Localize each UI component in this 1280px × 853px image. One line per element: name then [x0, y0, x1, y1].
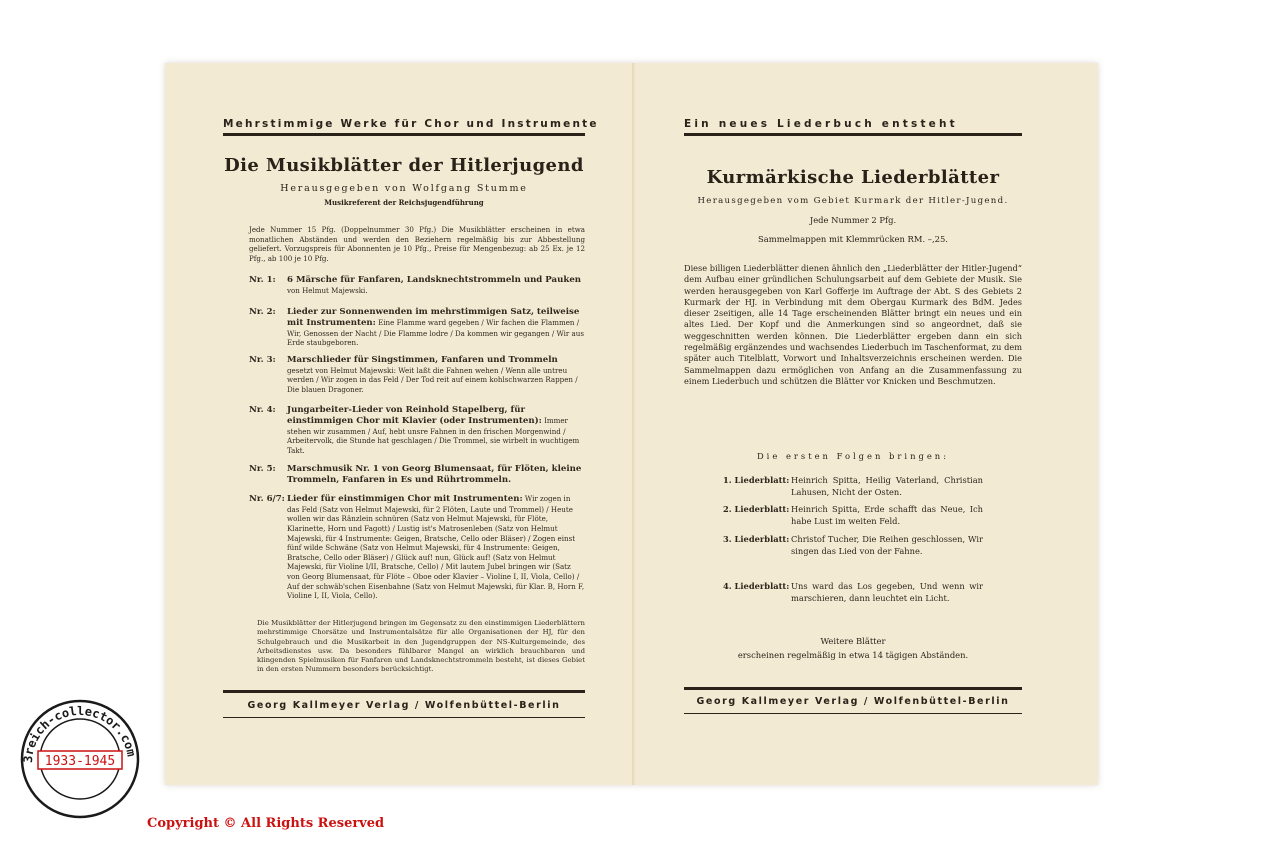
list-item — [249, 494, 585, 614]
liederblatt-text: Heinrich Spitta, Heilig Vaterland, Christian Lahusen, Nicht der Osten. — [791, 475, 983, 498]
entry-title: 6 Märsche für Fanfaren, Landsknechtstrommeln und Pauken — [287, 275, 582, 285]
left-page-header: Mehrstimmige Werke für Chor und Instrumente — [223, 118, 599, 130]
left-footer-rule-bottom — [223, 717, 585, 718]
entry-title: Jungarbeiter-Lieder von Reinhold Stapelberg, für einstimmigen Chor mit Klavier (oder Instrumenten): — [287, 405, 542, 426]
left-page-title: Die Musikblätter der Hitlerjugend — [224, 155, 584, 176]
entry-number: Nr. 4: — [249, 405, 276, 415]
entry-number: Nr. 2: — [249, 307, 276, 317]
entry-title: Marschlieder für Singstimmen, Fanfaren und Trommeln — [287, 355, 558, 365]
right-more-line-1: Weitere Blätter — [820, 636, 886, 646]
right-page-folder-price: Sammelmappen mit Klemmrücken RM. –,25. — [758, 234, 948, 244]
list-item — [249, 275, 585, 297]
list-item — [249, 307, 585, 347]
right-list-heading: Die ersten Folgen bringen: — [756, 451, 950, 461]
left-page-editor: Herausgegeben von Wolfgang Stumme — [280, 183, 528, 194]
copyright-notice: Copyright © All Rights Reserved — [147, 816, 385, 831]
right-page-footer: Georg Kallmeyer Verlag / Wolfenbüttel-Berlin — [696, 696, 1010, 707]
list-item — [723, 474, 983, 500]
liederblatt-number: 3. Liederblatt: — [723, 534, 790, 544]
page-fold — [632, 63, 636, 785]
entry-title: Lieder für einstimmigen Chor mit Instrumenten: — [287, 494, 523, 504]
left-page-editor-role: Musikreferent der Reichsjugendführung — [324, 198, 484, 207]
list-item — [249, 355, 585, 393]
list-item — [249, 464, 585, 488]
liederblatt-text: Heinrich Spitta, Erde schafft das Neue, Ich habe Lust im weiten Feld. — [791, 504, 983, 527]
entry-number: Nr. 6/7: — [249, 494, 285, 504]
right-page-title: Kurmärkische Liederblätter — [706, 167, 1000, 188]
stamp-years: 1933-1945 — [44, 754, 116, 769]
right-footer-rule-bottom — [684, 713, 1022, 714]
left-page — [165, 63, 632, 785]
entry-number: Nr. 1: — [249, 275, 276, 285]
left-footer-rule — [223, 690, 585, 693]
left-closing-paragraph: Die Musikblätter der Hitlerjugend bringen im Gegensatz zu den einstimmigen Liederblättern mehrstimmige Chorsätze und Instrumentalsätze für alle Organisationen der HJ, für den Schulgebrauch und die Musikarbeit in den Jugendgruppen der NS-Kulturgemeinde, des Arbeitsdienstes usw. Da besonders fühlbarer Mangel an wirklich brauchbaren und klingenden Spielmusiken für Fanfaren und Landsknechtstrommeln besteht, ist dieses Gebiet in den ersten Nummern besonders berücksichtigt. — [257, 619, 585, 674]
list-item — [723, 503, 983, 529]
entry-detail: Wir zogen in das Feld (Satz von Helmut Majewski, für 2 Flöten, Laute und Trommel) / Heute wollen wir das Ränzlein schnüren (Satz von Helmut Majewski, für Flöte, Klarinette, Horn und Fagott) / Lustig ist's Matrosenleben (Satz von Helmut Majewski, für 4 Instrumente: Geigen, Bratsche, Cello oder Bläser) / Zogen einst fünf wilde Schwäne (Satz von Helmut Majewski, für 4 Instrumente: Geigen, Bratsche, Cello oder Bläser) / Glück auf! nun, Glück auf! (Satz von Helmut Majewski, für Violine I/II, Bratsche, Cello) / Mit lautem Jubel bringen wir (Satz von Georg Blumensaat, für Flöte – Oboe oder Klavier – Violine I, II, Viola, Cello) / Auf der schwäb'schen Eisenbahne (Satz von Helmut Majewski, für Klar. B, Horn F, Violine I, II, Viola, Cello). — [287, 494, 585, 601]
right-page — [632, 63, 1098, 785]
entry-detail: Eine Flamme ward gegeben / Wir fachen die Flammen / Wir, Genossen der Nacht / Die Flamme lodre / Da kommen wir gegangen / Wir aus Erde staubgeboren. — [287, 317, 584, 348]
collector-stamp-icon — [18, 697, 142, 821]
right-body-paragraph: Diese billigen Liederblätter dienen ähnlich den „Liederblätter der Hitler-Jugend“ dem Aufbau einer gründlichen Schulungsarbeit auf dem Gebiete der Musik. Sie werden herausgegeben von Karl Gofferje im Auftrage der Abt. S des Gebiets 2 Kurmark der HJ. in Verbindung mit dem Obergau Kurmark des BdM. Jedes dieser 2seitigen, alle 14 Tage erscheinenden Blätter bringt ein neues und ein altes Lied. Der Kopf und die Anmerkungen sind so angeordnet, daß sie weggeschnitten werden können. Die Liederblätter ergeben dann ein sich regelmäßig ergänzendes und wachsendes Liederbuch im Taschenformat, zu dem später auch Titelblatt, Vorwort und Inhaltsverzeichnis erscheinen werden. Die Sammelmappen dazu ermöglichen von Anfang an die Zusammenfassung zu einem Liederbuch und schützen die Blätter vor Knicken und Beschmutzen. — [684, 263, 1022, 386]
entry-number: Nr. 3: — [249, 355, 276, 365]
right-footer-rule — [684, 687, 1022, 690]
right-page-editor: Herausgegeben vom Gebiet Kurmark der Hitler-Jugend. — [697, 196, 1009, 206]
liederblatt-number: 1. Liederblatt: — [723, 475, 790, 485]
list-item — [723, 580, 983, 620]
liederblatt-number: 4. Liederblatt: — [723, 581, 790, 591]
liederblatt-text: Christof Tucher, Die Reihen geschlossen, Wir singen das Lied von der Fahne. — [791, 534, 983, 557]
stamp-arc-text: 3reich-collector.com — [20, 703, 139, 764]
liederblatt-text: Uns ward das Los gegeben, Und wenn wir marschieren, dann leuchtet ein Licht. — [791, 581, 983, 604]
list-item — [249, 405, 585, 457]
left-intro-paragraph: Jede Nummer 15 Pfg. (Doppelnummer 30 Pfg.) Die Musikblätter erscheinen in etwa monatlichen Abständen und werden den Beziehern regelmäßig bis zur Abbestellung geliefert. Vorzugspreis für Abonnenten je 10 Pfg., Preise für Mengenbezug: ab 25 Ex. je 12 Pfg., ab 100 je 10 Pfg. — [249, 225, 585, 263]
left-page-footer: Georg Kallmeyer Verlag / Wolfenbüttel-Berlin — [247, 700, 561, 711]
right-more-line-2: erscheinen regelmäßig in etwa 14 tägigen Abständen. — [737, 650, 969, 660]
left-header-rule — [223, 133, 585, 136]
right-page-header: Ein neues Liederbuch entsteht — [684, 118, 958, 130]
entry-title: Lieder zur Sonnenwenden im mehrstimmigen Satz, teilweise mit Instrumenten: — [287, 307, 580, 328]
liederblatt-number: 2. Liederblatt: — [723, 504, 790, 514]
entry-number: Nr. 5: — [249, 464, 276, 474]
entry-detail: Immer stehen wir zusammen / Auf, hebt unsre Fahnen in den frischen Morgenwind / Arbeitervolk, die Stunde hat geschlagen / Die Trommel, sie wirbelt in wuchtigem Takt. — [287, 415, 580, 455]
entry-detail: von Helmut Majewski. — [287, 285, 368, 295]
entry-detail: gesetzt von Helmut Majewski: Weit laßt die Fahnen wehen / Wenn alle untreu werden / Wir zogen in das Feld / Der Tod reit auf einem kohlschwarzen Rappen / Die blauen Dragoner. — [287, 365, 578, 394]
right-page-price: Jede Nummer 2 Pfg. — [809, 215, 897, 225]
right-header-rule — [684, 133, 1022, 136]
list-item — [723, 533, 983, 573]
entry-title: Marschmusik Nr. 1 von Georg Blumensaat, für Flöten, kleine Trommeln, Fanfaren in Es und Rührtrommeln. — [287, 464, 582, 485]
